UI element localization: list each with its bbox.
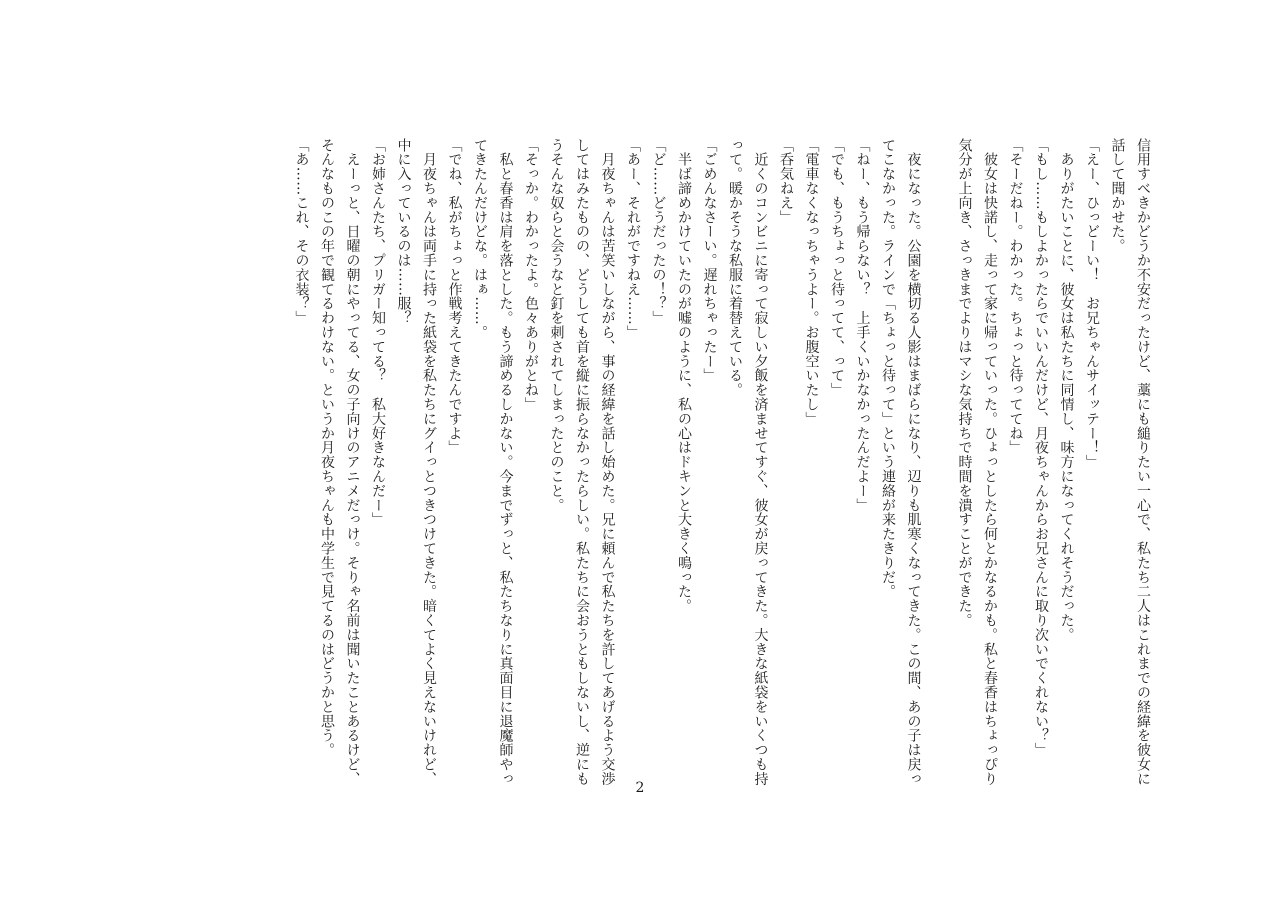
paragraph: 「電車なくなっちゃうよー。お腹空いたし」 [803,138,820,426]
paragraph: 「ねー、もう帰らない？ 上手くいかなかったんだよー」 [854,138,871,513]
paragraph: 「もし……もしよかったらでいいんだけど、月夜ちゃんからお兄さんに取り次いでくれない？」 [1033,138,1049,758]
paragraph: 「あー、それがですねえ……」 [625,138,641,340]
paragraph: 「でも、もうちょっと待ってて、って」 [829,138,845,398]
paragraph: 信用すべきかどうか不安だったけど、藁にも縋りたい一心で、私たち二人はこれまでの経緯を彼女に話して聞かせた。 [1109,138,1151,786]
paragraph: 「ど……どうだったの！？」 [650,138,667,326]
vertical-text-block [288,138,1155,788]
paragraph: 「そっか。わかったよ。色々ありがとね」 [523,138,539,412]
paragraph: えーっと、日曜の朝にやってる、女の子向けのアニメだっけ。そりゃ名前は聞いたことあるけど、そんなものこの年で観てるわけない。というか月夜ちゃんも中学生で見てるのはどうかと思う。 [319,138,361,786]
paragraph: 「えー、ひっどーい！ お兄ちゃんサイッテー！」 [1084,138,1100,470]
paragraph: 近くのコンビニに寄って寂しい夕飯を済ませてすぐ、彼女が戻ってきた。大きな紙袋をいくつも持って。暖かそうな私服に着替えている。 [727,138,769,786]
paragraph: 「でね、私がちょっと作戦考えてきたんですよ」 [446,138,463,455]
section-break [926,138,952,788]
paragraph: 「あ……これ、その衣装？」 [293,138,310,326]
paragraph: 「呑気ねえ」 [778,138,794,225]
paragraph: 私と春香は肩を落とした。もう諦めるしかない。今までずっと、私たちなりに真面目に退魔師やってきたんだけどな。はぁ……。 [472,138,514,786]
paragraph: 半ば諦めかけていたのが嘘のように、私の心はドキンと大きく鳴った。 [676,138,692,614]
paragraph: 「ごめんなさーい。遅れちゃったー」 [701,138,718,383]
paragraph: 「そーだねー。わかった。ちょっと待っててね」 [1007,138,1024,455]
paragraph: 彼女は快諾し、走って家に帰っていった。ひょっとしたら何とかなるかも。私と春香はちょっぴり気分が上向き、さっきまでよりはマシな気持ちで時間を潰すことができた。 [956,138,998,786]
paragraph: 「お姉さんたち、プリガー知ってる？ 私大好きなんだー」 [370,138,386,527]
paragraph: 夜になった。公園を横切る人影はまばらになり、辺りも肌寒くなってきた。この間、あの子は戻ってこなかった。ラインで「ちょっと待って」という連絡が来たきりだ。 [880,138,922,786]
paragraph: 月夜ちゃんは苦笑いしながら、事の経緯を話し始めた。兄に頼んで私たちを許してあげるよう交渉してはみたものの、どうしても首を縦に振らなかったらしい。私たちに会おうともしないし、逆にもうそんな奴らと会うなと釘を刺されてしまったとのこと。 [548,138,616,786]
page-number: 2 [635,780,645,796]
paragraph: 月夜ちゃんは両手に持った紙袋を私たちにグイっとつきつけてきた。暗くてよく見えないけれど、中に入っているのは……服？ [395,138,437,786]
paragraph: ありがたいことに、彼女は私たちに同情し、味方になってくれそうだった。 [1058,138,1075,642]
